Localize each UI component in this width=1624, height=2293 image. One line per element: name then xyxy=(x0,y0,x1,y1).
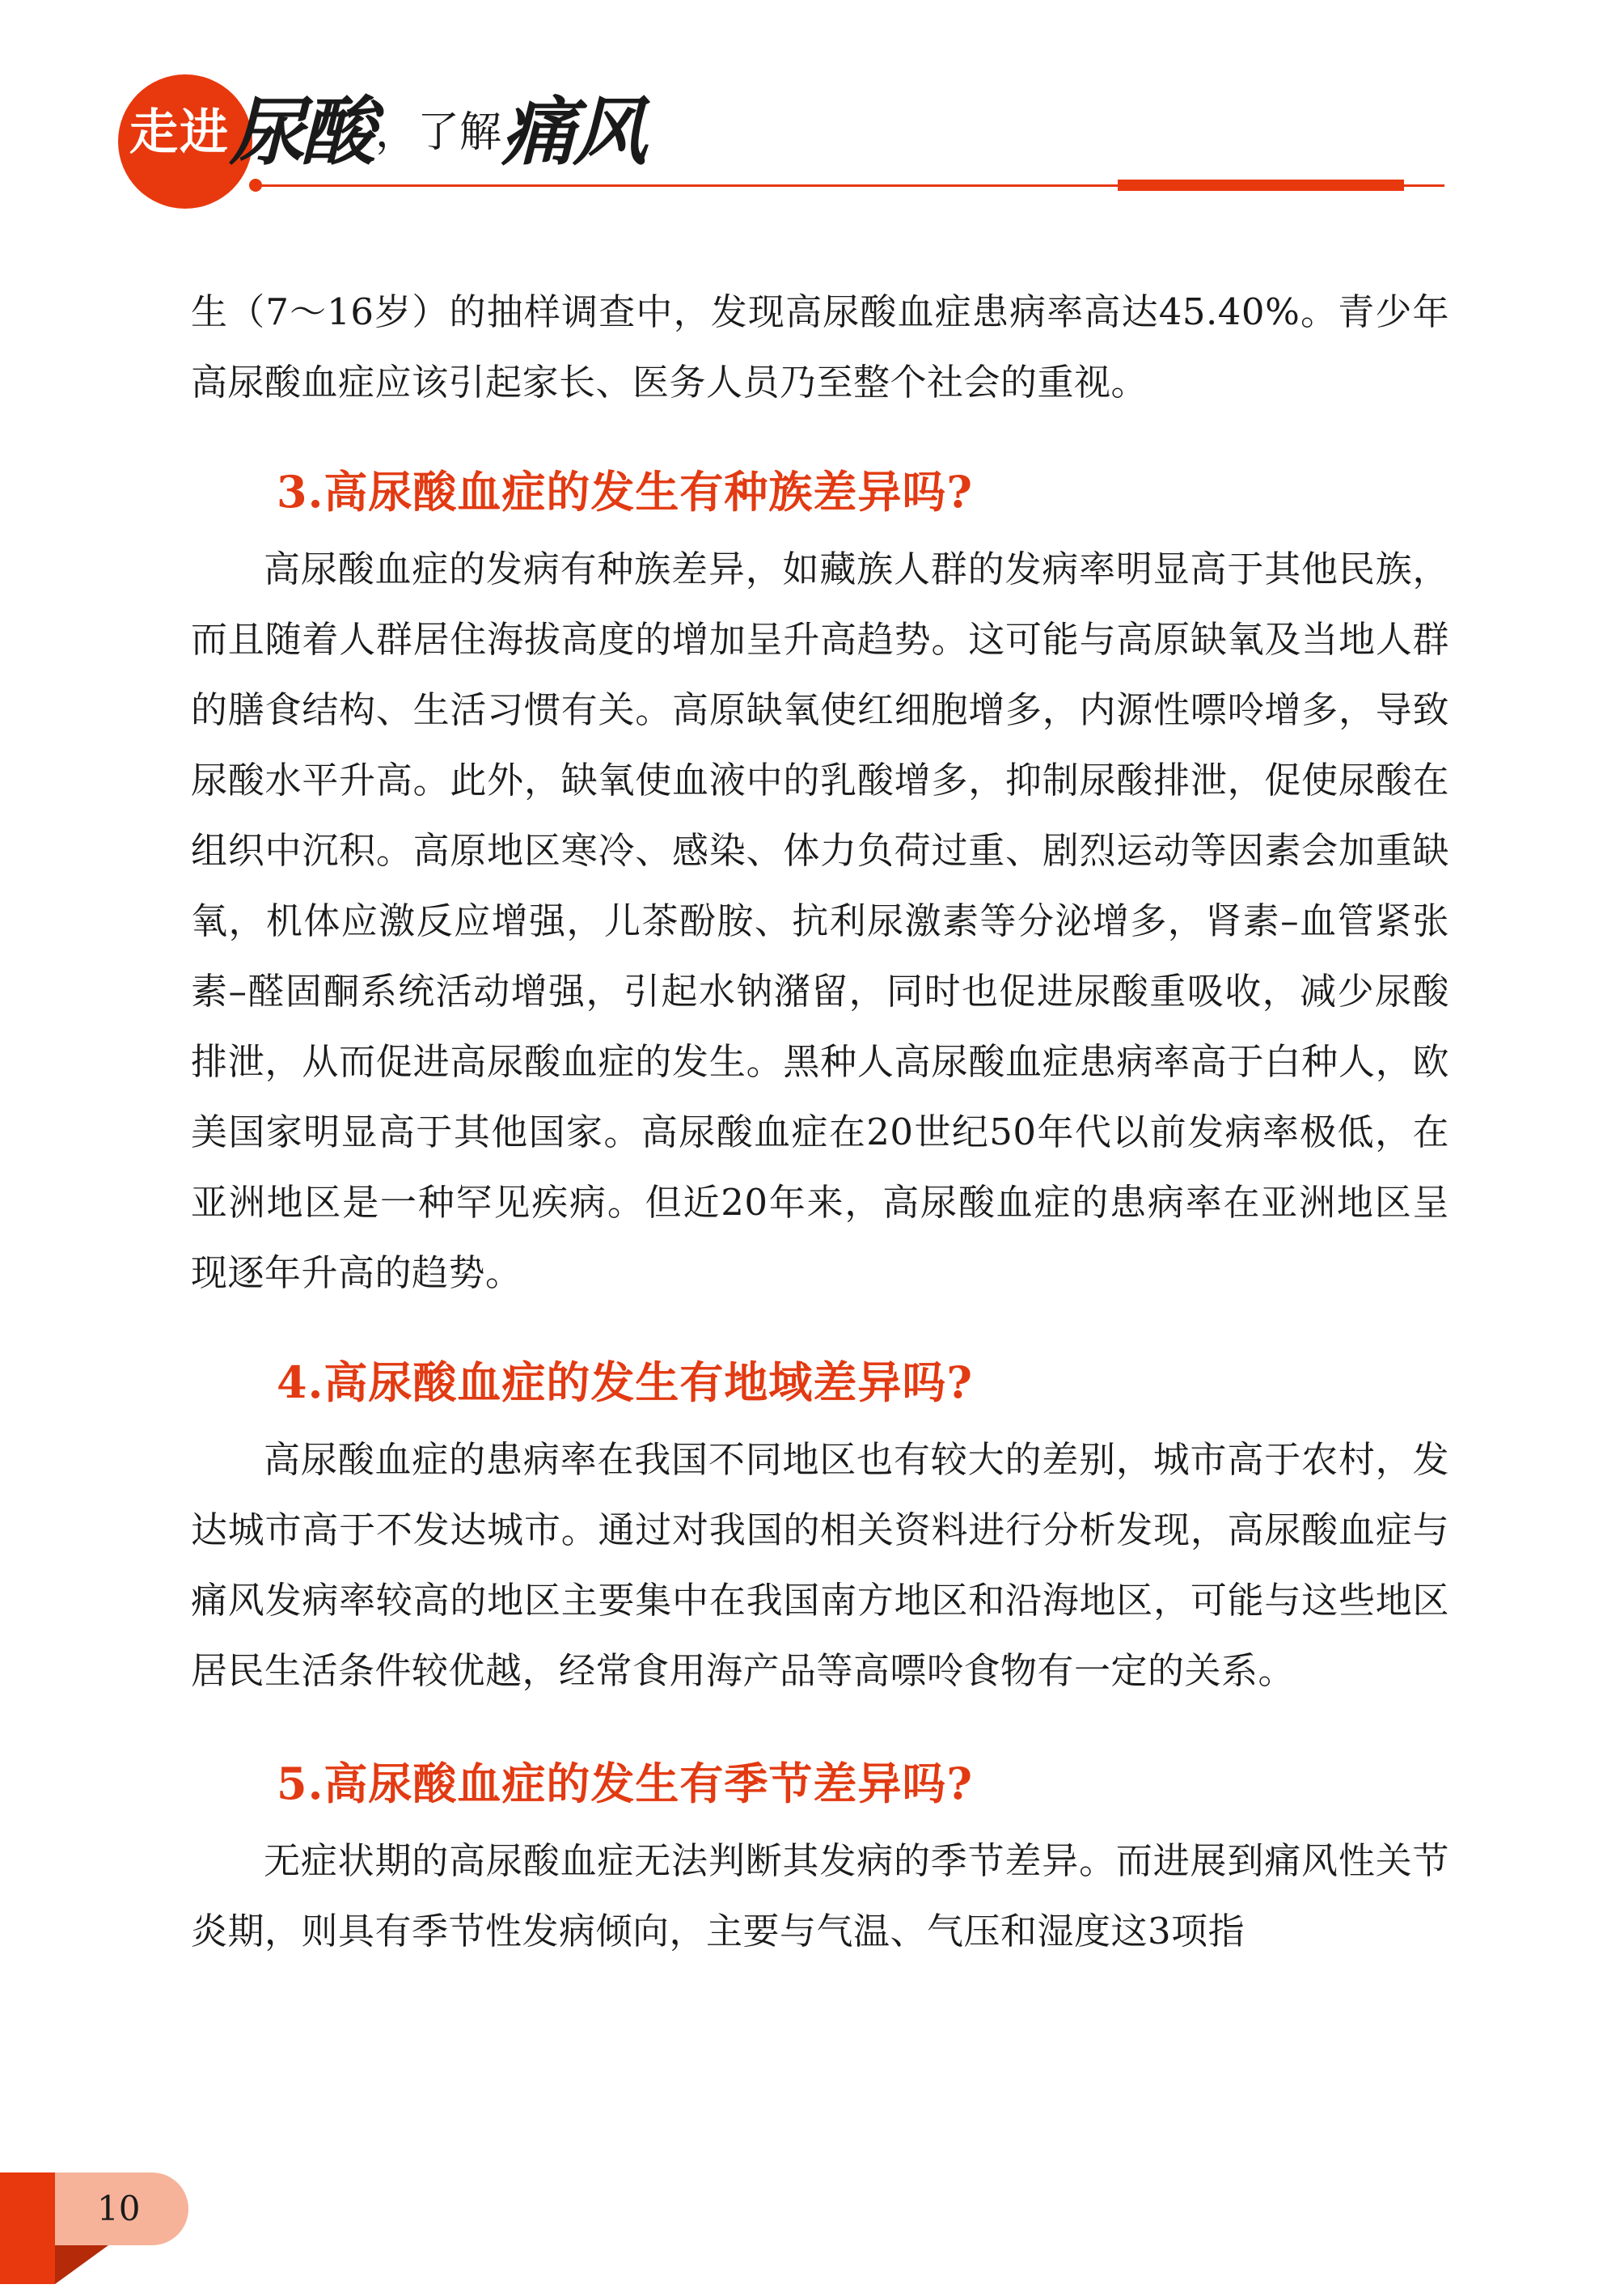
header-rule-dot xyxy=(249,179,262,192)
section-heading-ethnic-difference: 3.高尿酸血症的发生有种族差异吗? xyxy=(277,466,974,518)
book-title-part2: 尿酸 xyxy=(230,89,373,176)
page-header xyxy=(0,0,1624,210)
section-heading-seasonal-difference: 5.高尿酸血症的发生有季节差异吗? xyxy=(277,1758,974,1809)
page-number: 10 xyxy=(97,2189,141,2228)
section-heading-regional-difference: 4.高尿酸血症的发生有地域差异吗? xyxy=(277,1356,974,1408)
footer-fold-triangle xyxy=(55,2245,108,2284)
page-body xyxy=(191,277,1449,1966)
paragraph-regional-difference: 高尿酸血症的患病率在我国不同地区也有较大的差别，城市高于农村，发达城市高于不发达城市。通过对我国的相关资料进行分析发现，高尿酸血症与痛风发病率较高的地区主要集中在我国南方地区和沿海地区，可能与这些地区居民生活条件较优越，经常食用海产品等高嘌呤食物有一定的关系。 xyxy=(191,1438,1449,1692)
book-title-part1: 走进 xyxy=(129,104,230,161)
footer-edge-block xyxy=(0,2172,55,2284)
book-title-part4: 痛风 xyxy=(501,89,645,176)
paragraph-seasonal-difference: 无症状期的高尿酸血症无法判断其发病的季节差异。而进展到痛风性关节炎期，则具有季节性发病倾向，主要与气温、气压和湿度这3项指 xyxy=(191,1839,1449,1952)
header-accent-bar xyxy=(1118,180,1404,191)
paragraph-ethnic-difference: 高尿酸血症的发病有种族差异，如藏族人群的发病率明显高于其他民族，而且随着人群居住海拔高度的增加呈升高趋势。这可能与高原缺氧及当地人群的膳食结构、生活习惯有关。高原缺氧使红细胞增多，内源性嘌呤增多，导致尿酸水平升高。此外，缺氧使血液中的乳酸增多，抑制尿酸排泄，促使尿酸在组织中沉积。高原地区寒冷、感染、体力负荷过重、剧烈运动等因素会加重缺氧，机体应激反应增强，儿茶酚胺、抗利尿激素等分泌增多，肾素–血管紧张素–醛固酮系统活动增强，引起水钠潴留，同时也促进尿酸重吸收，减少尿酸排泄，从而促进高尿酸血症的发生。黑种人高尿酸血症患病率高于白种人，欧美国家明显高于其他国家。高尿酸血症在20世纪50年代以前发病率极低，在亚洲地区是一种罕见疾病。但近20年来，高尿酸血症的患病率在亚洲地区呈现逐年升高的趋势。 xyxy=(191,548,1449,1294)
book-title xyxy=(129,89,645,176)
paragraph-continued: 生（7～16岁）的抽样调查中，发现高尿酸血症患病率高达45.40%。青少年高尿酸血症应该引起家长、医务人员乃至整个社会的重视。 xyxy=(191,290,1449,404)
book-title-part3: ，了解 xyxy=(375,108,502,157)
